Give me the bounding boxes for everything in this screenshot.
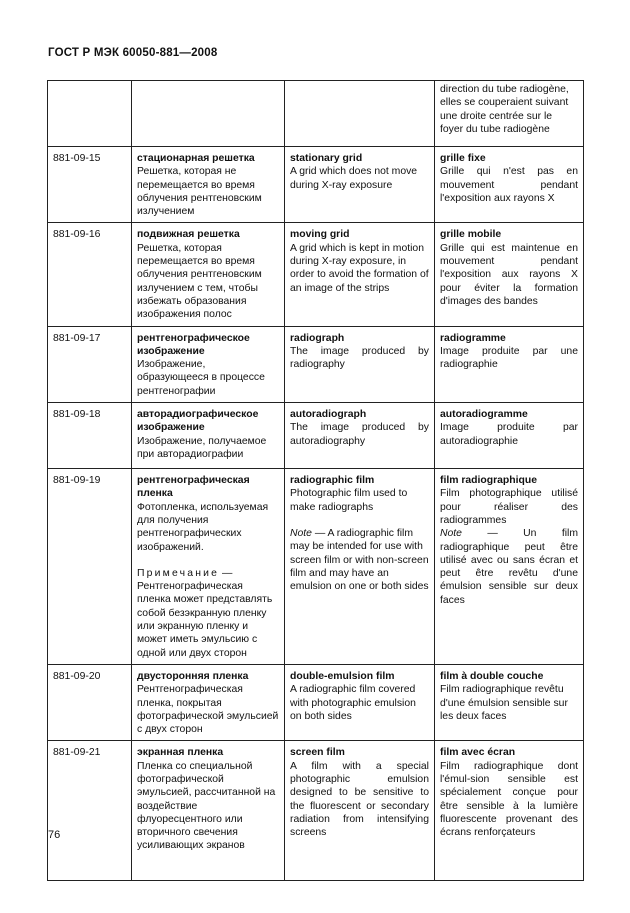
english-term: autoradiograph xyxy=(290,409,367,421)
russian-cell xyxy=(132,469,285,665)
english-cell xyxy=(285,664,435,740)
table-row xyxy=(48,147,584,223)
english-definition: A grid which does not move during X-ray exposure xyxy=(290,166,418,191)
russian-term: подвижная решетка xyxy=(137,229,240,241)
english-definition: A film with a special photographic emulsion designed to be sensitive to the fluorescent or secondary radiation from intensifying screens xyxy=(290,760,429,839)
russian-definition: Рентгенографическая пленка, покрытая фотографической эмульсией с двух сторон xyxy=(137,684,279,736)
french-note xyxy=(440,527,578,607)
term-number: 881-09-16 xyxy=(48,223,132,326)
english-term: moving grid xyxy=(290,229,350,241)
french-definition: Film radiographique dont l'émul-sion sensible est spécialement conçue pour être sensible à la lumière fluorescente provenant des écrans renforçateurs xyxy=(440,760,578,839)
table-row-continuation xyxy=(48,81,584,147)
russian-definition: Решетка, которая не перемещается во время облучения рентгеновским излучением xyxy=(137,166,262,218)
russian-cell xyxy=(132,147,285,223)
english-definition: A grid which is kept in motion during X-ray exposure, in order to avoid the formation of an image of the strips xyxy=(290,242,429,294)
english-definition: A radiographic film covered with photographic emulsion on both sides xyxy=(290,684,416,722)
terms-table xyxy=(47,80,584,881)
french-cell xyxy=(435,664,584,740)
russian-cell xyxy=(132,741,285,881)
russian-term: двусторонняя пленка xyxy=(137,670,249,682)
french-definition: Grille qui est maintenue en mouvement pendant l'exposition aux rayons X pour éviter la formation d'images des bandes xyxy=(440,242,578,307)
english-cell xyxy=(285,403,435,469)
french-cell xyxy=(435,403,584,469)
french-term: grille fixe xyxy=(440,153,486,164)
russian-note xyxy=(137,567,279,660)
french-cell xyxy=(435,326,584,402)
russian-definition: Изображение, получаемое при авторадиографии xyxy=(137,435,267,460)
english-term: radiograph xyxy=(290,332,345,344)
russian-definition: Фотопленка, используемая для получения рентгенографических изображений. xyxy=(137,501,269,553)
english-cell xyxy=(285,81,435,147)
english-note xyxy=(290,527,429,593)
table-row xyxy=(48,664,584,740)
spacer xyxy=(137,554,279,567)
french-cell xyxy=(435,469,584,665)
term-number: 881-09-19 xyxy=(48,469,132,665)
russian-note-text: — Рентгенографическая пленка может представлять собой безэкранную пленку или экранную пленку и может иметь эмульсию с одной или двух сторон xyxy=(137,567,273,659)
french-definition: Image produite par une radiographie xyxy=(440,345,578,371)
russian-cell xyxy=(132,664,285,740)
french-definition: Film photographique utilisé pour réaliser des radiogrammes xyxy=(440,488,578,526)
french-definition: Grille qui n'est pas en mouvement pendant l'exposition aux rayons X xyxy=(440,166,578,204)
french-cell xyxy=(435,741,584,881)
french-continuation-text: direction du tube radiogène, elles se couperaient suivant une droite centrée sur le foyer du tube radiogène xyxy=(440,84,569,135)
english-definition: The image produced by autoradiography xyxy=(290,422,429,447)
russian-term: рентгенографическая пленка xyxy=(137,475,250,500)
english-term: stationary grid xyxy=(290,153,363,164)
french-note-label: Note xyxy=(440,528,462,540)
term-number: 881-09-18 xyxy=(48,403,132,469)
french-cell xyxy=(435,223,584,326)
french-definition: Image produite par autoradiographie xyxy=(440,422,578,447)
term-number: 881-09-20 xyxy=(48,664,132,740)
french-note-text: — Un film radiographique peut être utilisé avec ou sans écran et peut être revêtu d'une émulsion sensible sur deux faces xyxy=(440,528,578,606)
french-cell xyxy=(435,147,584,223)
french-term: film à double couche xyxy=(440,670,544,682)
english-term: double-emulsion film xyxy=(290,670,395,682)
english-note-text: — A radiographic film may be intended for use with screen film or with non-screen film and may have an emulsion on one or both sides xyxy=(290,527,429,593)
russian-cell xyxy=(132,326,285,402)
table-row xyxy=(48,741,584,881)
english-definition: The image produced by radiography xyxy=(290,345,429,371)
french-term: film avec écran xyxy=(440,747,516,759)
english-note-label: Note xyxy=(290,527,312,539)
table-row xyxy=(48,469,584,665)
english-cell xyxy=(285,326,435,402)
term-number: 881-09-21 xyxy=(48,741,132,881)
english-cell xyxy=(285,147,435,223)
russian-term: рентгенографическое изображение xyxy=(137,332,250,357)
term-number: 881-09-17 xyxy=(48,326,132,402)
number-cell xyxy=(48,81,132,147)
term-number: 881-09-15 xyxy=(48,147,132,223)
russian-term: стационарная решетка xyxy=(137,153,255,164)
french-term: grille mobile xyxy=(440,229,502,241)
french-cell xyxy=(435,81,584,147)
russian-definition: Решетка, которая перемещается во время облучения рентгеновским излучением с тем, чтобы избежать образования изображения полос xyxy=(137,242,262,321)
page-number: 76 xyxy=(48,829,61,841)
english-term: radiographic film xyxy=(290,475,375,487)
table-row xyxy=(48,223,584,326)
english-cell xyxy=(285,741,435,881)
russian-definition: Пленка со специальной фотографической эмульсией, рассчитанной на воздействие флуоресцентного или вторичного свечения усиливающих экранов xyxy=(137,760,276,852)
french-definition: Film radiographique revêtu d'une émulsion sensible sur les deux faces xyxy=(440,684,568,722)
russian-note-label: Примечание xyxy=(137,567,220,579)
french-term: radiogramme xyxy=(440,332,506,344)
english-cell xyxy=(285,469,435,665)
table-row xyxy=(48,403,584,469)
table-row xyxy=(48,326,584,402)
english-definition: Photographic film used to make radiographs xyxy=(290,488,408,513)
russian-cell xyxy=(132,403,285,469)
russian-cell xyxy=(132,81,285,147)
russian-term: авторадиографическое изображение xyxy=(137,409,259,434)
russian-term: экранная пленка xyxy=(137,747,224,759)
russian-cell xyxy=(132,223,285,326)
french-term: film radiographique xyxy=(440,475,537,487)
russian-definition: Изображение, образующееся в процессе рентгенографии xyxy=(137,359,265,397)
english-term: screen film xyxy=(290,747,345,759)
spacer xyxy=(290,514,429,527)
english-cell xyxy=(285,223,435,326)
document-header: ГОСТ Р МЭК 60050-881—2008 xyxy=(48,47,218,59)
french-term: autoradiogramme xyxy=(440,409,528,421)
